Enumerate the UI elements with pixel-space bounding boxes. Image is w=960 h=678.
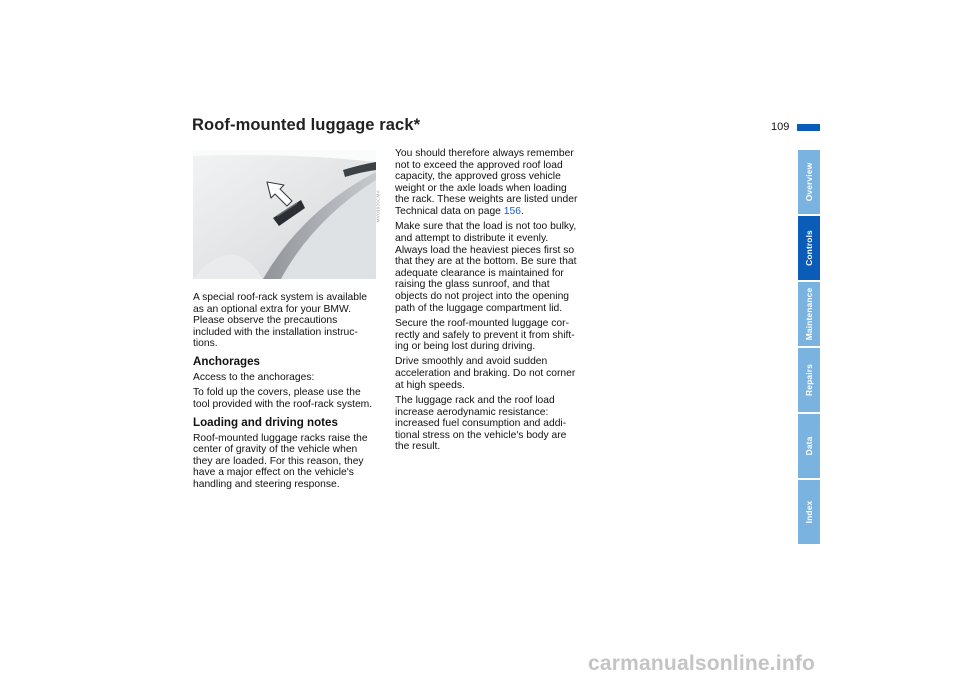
anchorages-paragraph-1: Access to the anchorages: (193, 371, 315, 383)
loading-paragraph-1: Roof-mounted luggage racks raise the center of gravity of the vehicle when they are loaded. For this reason, they have a major effect on the vehicle's handling and steering response. (193, 432, 368, 490)
tab-overview-label: Overview (804, 162, 814, 202)
tab-repairs[interactable] (798, 348, 820, 412)
left-column (193, 292, 388, 494)
driving-paragraph: Drive smoothly and avoid sudden acceleration and braking. Do not corner at high speeds. (395, 356, 576, 391)
page-number: 109 (771, 121, 790, 133)
tab-controls-label: Controls (804, 230, 814, 266)
anchorages-paragraph-2: To fold up the covers, please use the tool provided with the roof-rack system. (193, 387, 373, 410)
intro-paragraph: A special roof-rack system is available as an optional extra for your BMW. Please observe the precautions included with the installation instruc- tions. (193, 292, 367, 350)
anchorages-heading: Anchorages (193, 354, 261, 368)
section-tabs (798, 150, 820, 546)
tab-data[interactable] (798, 414, 820, 478)
page-reference-link[interactable]: 156 (503, 205, 521, 217)
tab-overview[interactable] (798, 150, 820, 214)
loading-heading: Loading and driving notes (193, 415, 338, 429)
securing-paragraph: Secure the roof-mounted luggage cor- rectly and safely to prevent it from shift- ing or being lost during driving. (395, 317, 575, 353)
tab-maintenance-label: Maintenance (804, 287, 814, 341)
page-marker (797, 124, 820, 131)
tab-repairs-label: Repairs (804, 364, 814, 396)
tab-maintenance[interactable] (798, 282, 820, 346)
resistance-paragraph: The luggage rack and the roof load increase aerodynamic resistance: increased fuel consumption and addi- tional stress on the vehicle's body are the result. (395, 395, 567, 453)
load-capacity-text: You should therefore always remember not to exceed the approved roof load capacity, the approved gross vehicle weight or the axle loads when loading the rack. These weights are listed under Technical data on page (395, 148, 578, 217)
roof-anchorage-illustration (193, 150, 380, 279)
roof-anchorage-drawing (193, 150, 376, 279)
tab-controls[interactable] (798, 216, 820, 280)
tab-index[interactable] (798, 480, 820, 544)
figure-code: MV09939CMA (375, 190, 380, 223)
page-title: Roof-mounted luggage rack* (192, 116, 421, 134)
load-capacity-period: . (520, 205, 524, 217)
right-column (395, 148, 595, 457)
tab-data-label: Data (804, 436, 814, 456)
load-capacity-paragraph (395, 148, 595, 218)
watermark: carmanualsonline.info (588, 652, 816, 675)
distribution-paragraph: Make sure that the load is not too bulky, and attempt to distribute it evenly. Always load the heaviest pieces first so that they are at the bottom. Be sure that adequate clearance is maintained for raising the glass sunroof, and that objects do not project into the opening path of the luggage compartment lid. (395, 221, 577, 314)
tab-index-label: Index (804, 500, 814, 524)
